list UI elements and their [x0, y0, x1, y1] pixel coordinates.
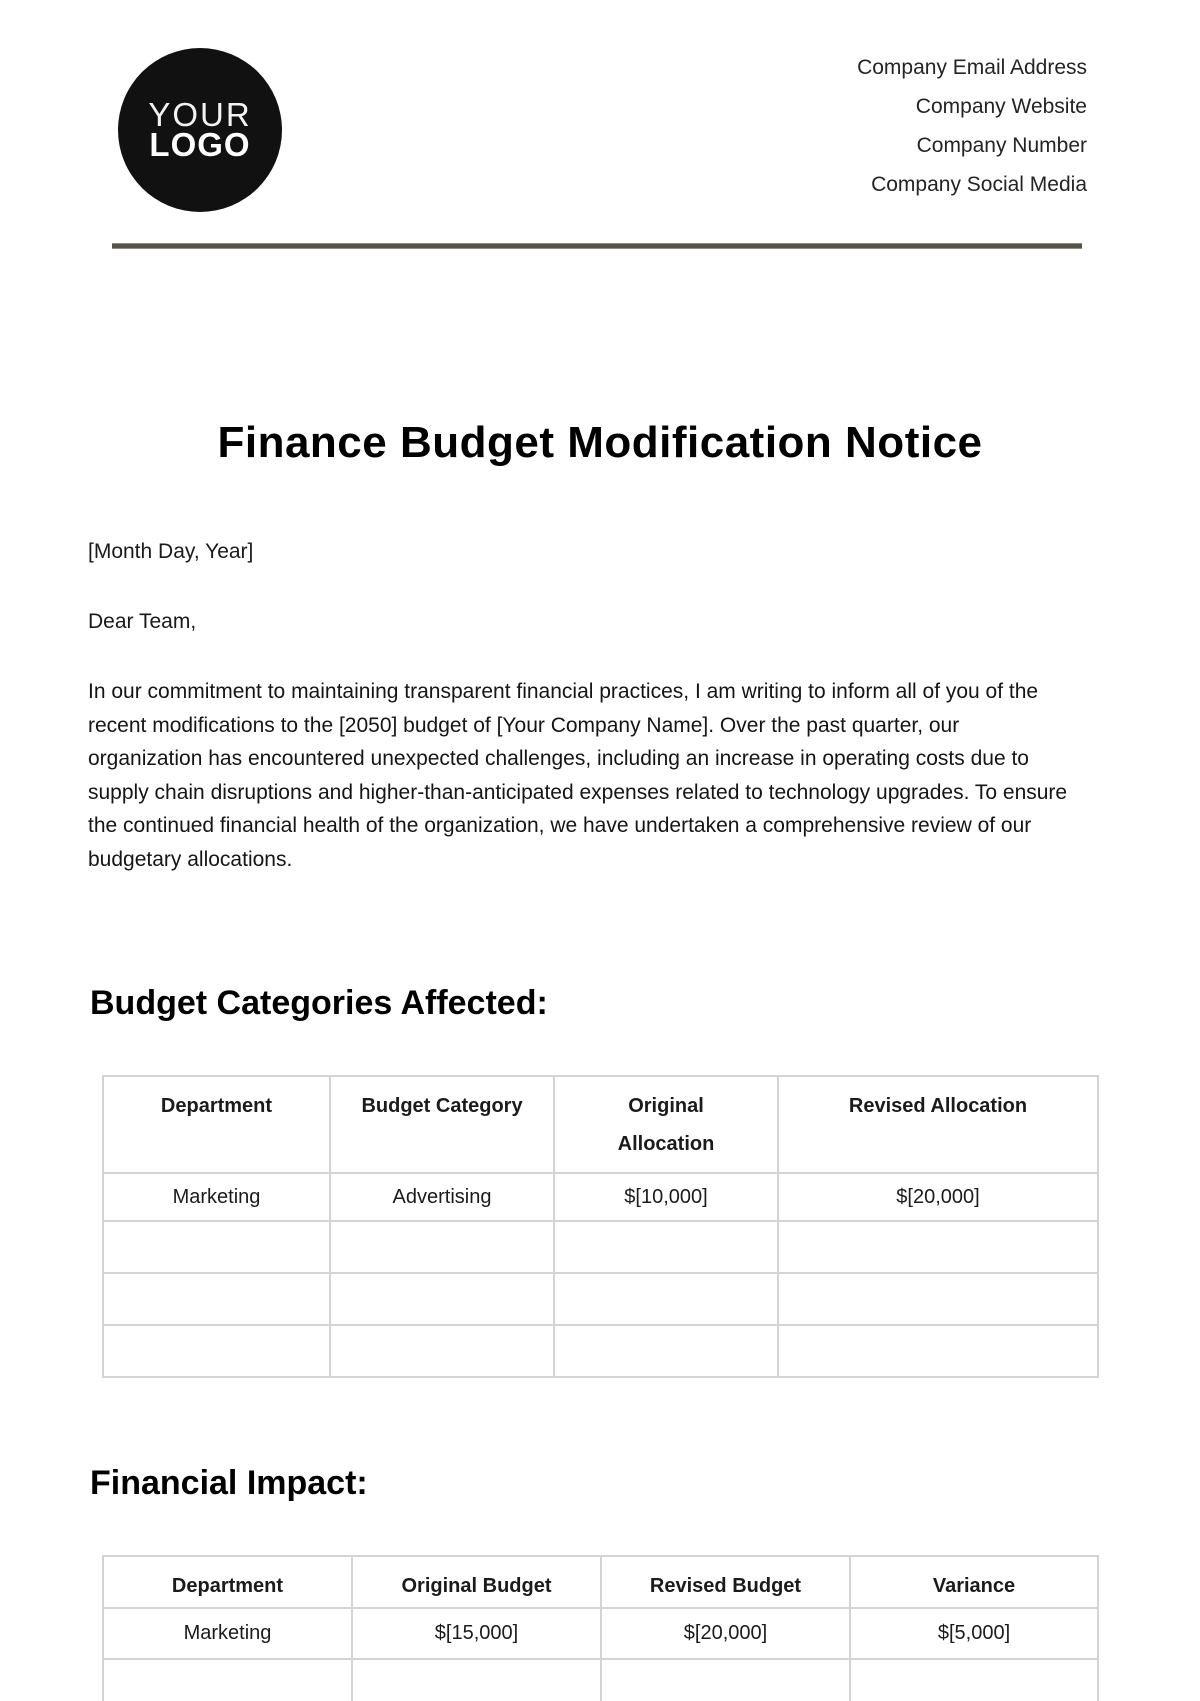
- empty-cell: [778, 1273, 1098, 1325]
- company-website-line: Company Website: [915, 95, 1087, 118]
- table-row-empty: [103, 1221, 1098, 1273]
- empty-cell: [778, 1221, 1098, 1273]
- table-row-empty: [103, 1273, 1098, 1325]
- salutation: Dear Team,: [88, 610, 197, 633]
- table-cell: $[5,000]: [850, 1608, 1098, 1659]
- column-header-original-budget: Original Budget: [352, 1556, 601, 1608]
- company-social-line: Company Social Media: [871, 173, 1087, 196]
- table-cell: $[15,000]: [352, 1608, 601, 1659]
- empty-cell: [103, 1273, 330, 1325]
- column-header-revised-budget: Revised Budget: [601, 1556, 850, 1608]
- company-contact-block: [857, 48, 1087, 204]
- empty-cell: [330, 1221, 554, 1273]
- empty-cell: [330, 1273, 554, 1325]
- table-cell: Advertising: [330, 1173, 554, 1221]
- empty-cell: [554, 1325, 778, 1377]
- table-cell: Marketing: [103, 1173, 330, 1221]
- column-header-budget-category: Budget Category: [330, 1076, 554, 1173]
- table-row-empty: [103, 1325, 1098, 1377]
- empty-cell: [778, 1325, 1098, 1377]
- logo-text-your: YOUR: [148, 96, 252, 133]
- column-header-revised-allocation: Revised Allocation: [778, 1076, 1098, 1173]
- financial-impact-heading: Financial Impact:: [90, 1464, 368, 1502]
- empty-cell: [601, 1659, 850, 1701]
- budget-categories-table: [102, 1075, 1099, 1378]
- financial-impact-table: [102, 1555, 1099, 1701]
- column-header-department: Department: [103, 1076, 330, 1173]
- column-header-original-allocation: Original Allocation: [554, 1076, 778, 1173]
- empty-cell: [103, 1325, 330, 1377]
- header-divider: [112, 243, 1082, 249]
- budget-table-header-row: [103, 1076, 1098, 1173]
- company-number-line: Company Number: [916, 134, 1087, 157]
- table-cell: Marketing: [103, 1608, 352, 1659]
- budget-categories-heading: Budget Categories Affected:: [90, 984, 548, 1022]
- table-cell: $[10,000]: [554, 1173, 778, 1221]
- empty-cell: [554, 1273, 778, 1325]
- column-header-variance: Variance: [850, 1556, 1098, 1608]
- date-placeholder: [Month Day, Year]: [88, 540, 254, 563]
- empty-cell: [103, 1659, 352, 1701]
- column-header-department: Department: [103, 1556, 352, 1608]
- empty-cell: [352, 1659, 601, 1701]
- document-title: Finance Budget Modification Notice: [217, 418, 983, 467]
- empty-cell: [103, 1221, 330, 1273]
- table-row: [103, 1173, 1098, 1221]
- company-logo: [118, 48, 282, 212]
- table-row: [103, 1608, 1098, 1659]
- empty-cell: [850, 1659, 1098, 1701]
- empty-cell: [554, 1221, 778, 1273]
- table-cell: $[20,000]: [778, 1173, 1098, 1221]
- table-cell: $[20,000]: [601, 1608, 850, 1659]
- empty-cell: [330, 1325, 554, 1377]
- logo-text-logo: LOGO: [149, 126, 251, 163]
- intro-paragraph: In our commitment to maintaining transparent financial practices, I am writing to inform all of you of the recent modifications to the [2050] budget of [Your Company Name]. Over the past quarter, our organization has encountered unexpected challenges, including an increase in operating costs due to supply chain disruptions and higher-than-anticipated expenses related to technology upgrades. To ensure the continued financial health of the organization, we have undertaken a comprehensive review of our budgetary allocations.: [88, 680, 1068, 871]
- company-email-line: Company Email Address: [857, 56, 1087, 79]
- impact-table-header-row: [103, 1556, 1098, 1608]
- table-row-empty: [103, 1659, 1098, 1701]
